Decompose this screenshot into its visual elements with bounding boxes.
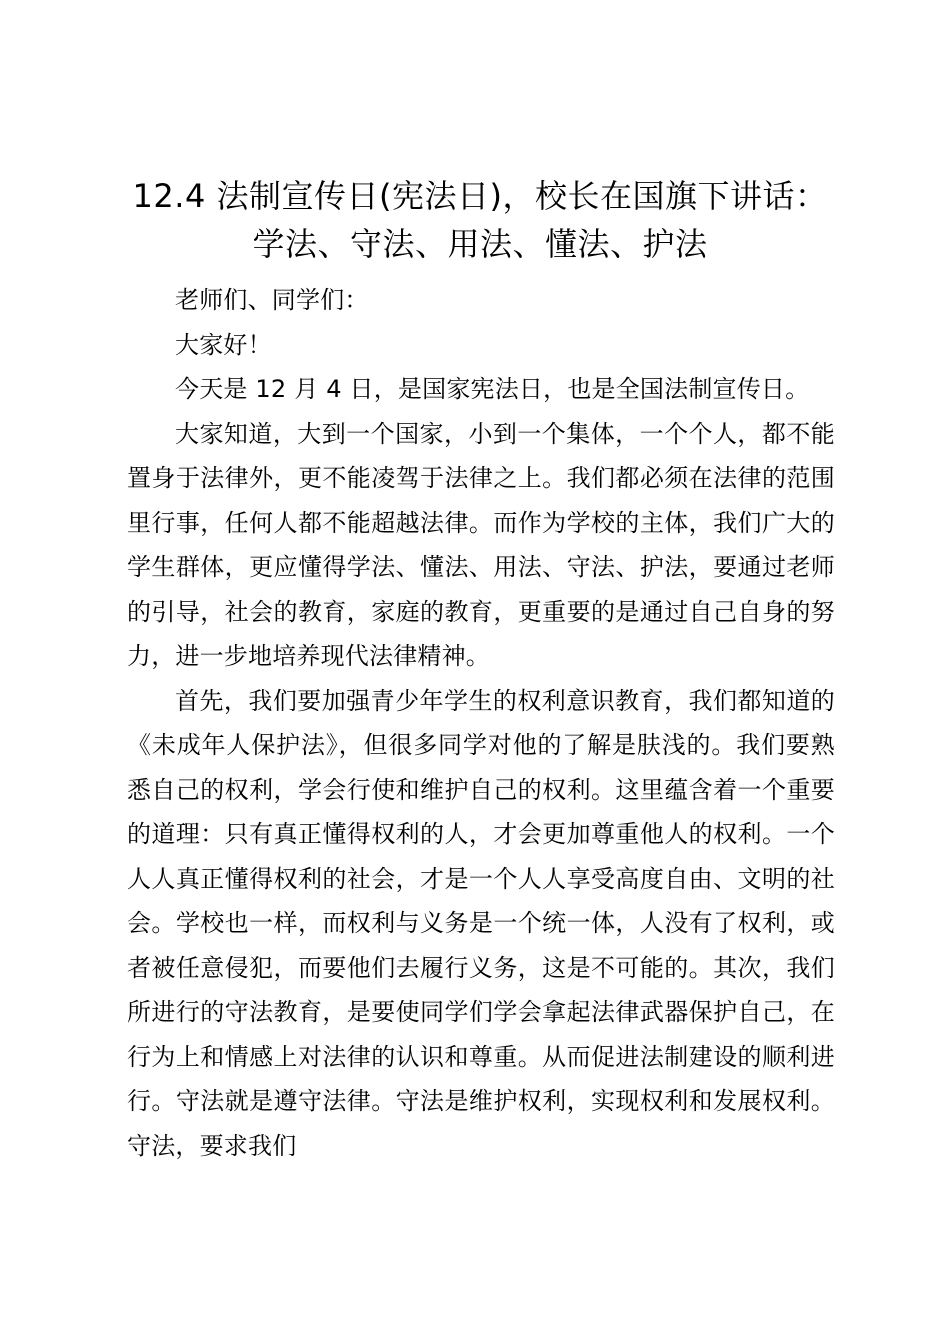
document-body xyxy=(127,278,835,1168)
body-paragraph: 首先，我们要加强青少年学生的权利意识教育，我们都知道的《未成年人保护法》，但很多同学对他的了解是肤浅的。我们要熟悉自己的权利，学会行使和维护自己的权利。这里蕴含着一个重要的道理：只有真正懂得权利的人，才会更加尊重他人的权利。一个人人真正懂得权利的社会，才是一个人人享受高度自由、文明的社会。学校也一样，而权利与义务是一个统一体，人没有了权利，或者被任意侵犯，而要他们去履行义务，这是不可能的。其次，我们所进行的守法教育，是要使同学们学会拿起法律武器保护自己，在行为上和情感上对法律的认识和尊重。从而促进法制建设的顺利进行。守法就是遵守法律。守法是维护权利，实现权利和发展权利。守法，要求我们 xyxy=(127,686,835,1160)
salutation: 老师们、同学们： xyxy=(175,286,369,314)
body-paragraph: 大家知道，大到一个国家，小到一个集体，一个个人，都不能置身于法律外，更不能凌驾于法律之上。我们都必须在法律的范围里行事，任何人都不能超越法律。而作为学校的主体，我们广大的学生群体，更应懂得学法、懂法、用法、守法、护法，要通过老师的引导，社会的教育，家庭的教育，更重要的是通过自己自身的努力，进一步地培养现代法律精神。 xyxy=(127,419,835,670)
body-paragraph: 今天是 12 月 4 日，是国家宪法日，也是全国法制宣传日。 xyxy=(175,375,810,403)
greeting: 大家好！ xyxy=(175,330,272,359)
document-title: 12.4 法制宣传日(宪法日)，校长在国旗下讲话：学法、守法、用法、懂法、护法 xyxy=(132,177,828,263)
